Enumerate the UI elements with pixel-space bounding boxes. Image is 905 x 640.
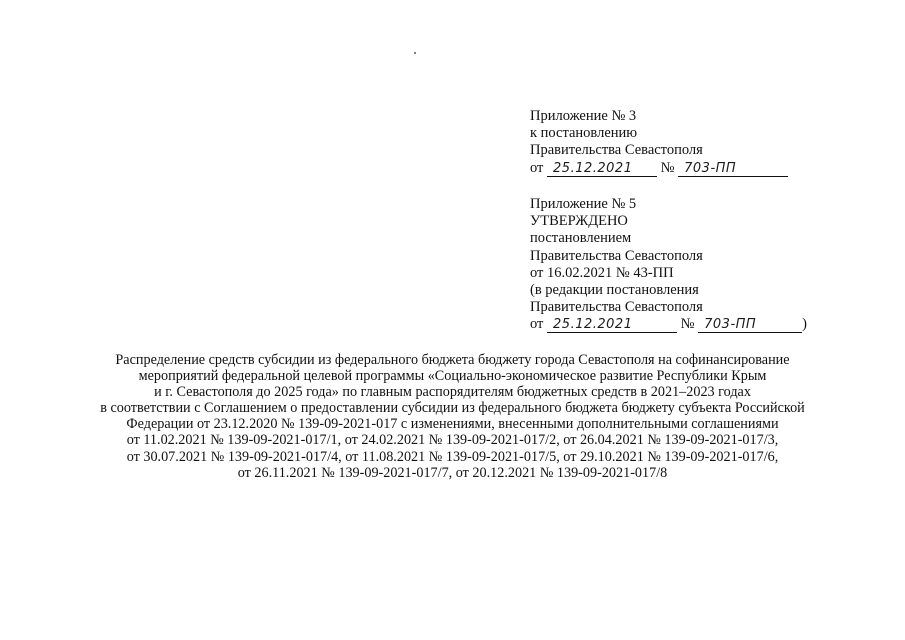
appendix-5-date-line	[530, 316, 807, 333]
appendix-5-approved: УТВЕРЖДЕНО	[530, 213, 628, 230]
appendix-5-original-date: от 16.02.2021 № 43-ПП	[530, 264, 674, 281]
title-line: мероприятий федеральной целевой программы «Социально-экономическое развитие Республики Крым	[138, 368, 767, 385]
appendix-5-edition-note: (в редакции постановления	[530, 282, 699, 299]
appendix-5-edition-government: Правительства Севастополя	[530, 299, 703, 316]
appendix-3-header	[530, 108, 788, 177]
document-title	[30, 352, 875, 481]
appendix-3-from-label: от	[530, 159, 544, 176]
title-line: от 26.11.2021 № 139-09-2021-017/7, от 20.12.2021 № 139-09-2021-017/8	[237, 464, 668, 481]
appendix-5-handwritten-number: 703-ПП	[698, 318, 802, 333]
title-line: от 30.07.2021 № 139-09-2021-017/4, от 11.08.2021 № 139-09-2021-017/5, от 29.10.2021 № 139-09-2021-017/6,	[126, 448, 779, 465]
appendix-3-date-line	[530, 160, 788, 177]
title-line: Федерации от 23.12.2020 № 139-09-2021-017 с изменениями, внесенными дополнительными соглашениями	[126, 416, 779, 433]
appendix-5-handwritten-date: 25.12.2021	[547, 318, 677, 333]
appendix-5-title: Приложение № 5	[530, 196, 637, 212]
appendix-5-resolution: постановлением	[530, 230, 632, 247]
appendix-5-closing-paren: )	[802, 316, 807, 333]
appendix-5-header	[530, 196, 807, 334]
title-line: от 11.02.2021 № 139-09-2021-017/1, от 24.02.2021 № 139-09-2021-017/2, от 26.04.2021 № 139-09-2021-017/3,	[126, 432, 779, 449]
appendix-3-government: Правительства Севастополя	[530, 142, 703, 159]
appendix-3-title: Приложение № 3	[530, 108, 637, 124]
scan-speck	[414, 52, 416, 54]
appendix-3-handwritten-number: 703-ПП	[678, 162, 788, 177]
appendix-3-handwritten-date: 25.12.2021	[547, 162, 657, 177]
title-line: Распределение средств субсидии из федерального бюджета бюджету города Севастополя на софинансирование	[115, 352, 790, 368]
appendix-3-resolution-ref: к постановлению	[530, 125, 638, 142]
title-line: и г. Севастополя до 2025 года» по главным распорядителям бюджетных средств в 2021–2023 годах	[154, 384, 751, 401]
title-line: в соответствии с Соглашением о предоставлении субсидии из федерального бюджета бюджету субъекта Российской	[100, 400, 805, 417]
appendix-5-government: Правительства Севастополя	[530, 247, 703, 264]
appendix-3-number-label: №	[660, 159, 675, 176]
appendix-5-number-label: №	[680, 316, 695, 333]
appendix-5-from-label: от	[530, 316, 544, 333]
